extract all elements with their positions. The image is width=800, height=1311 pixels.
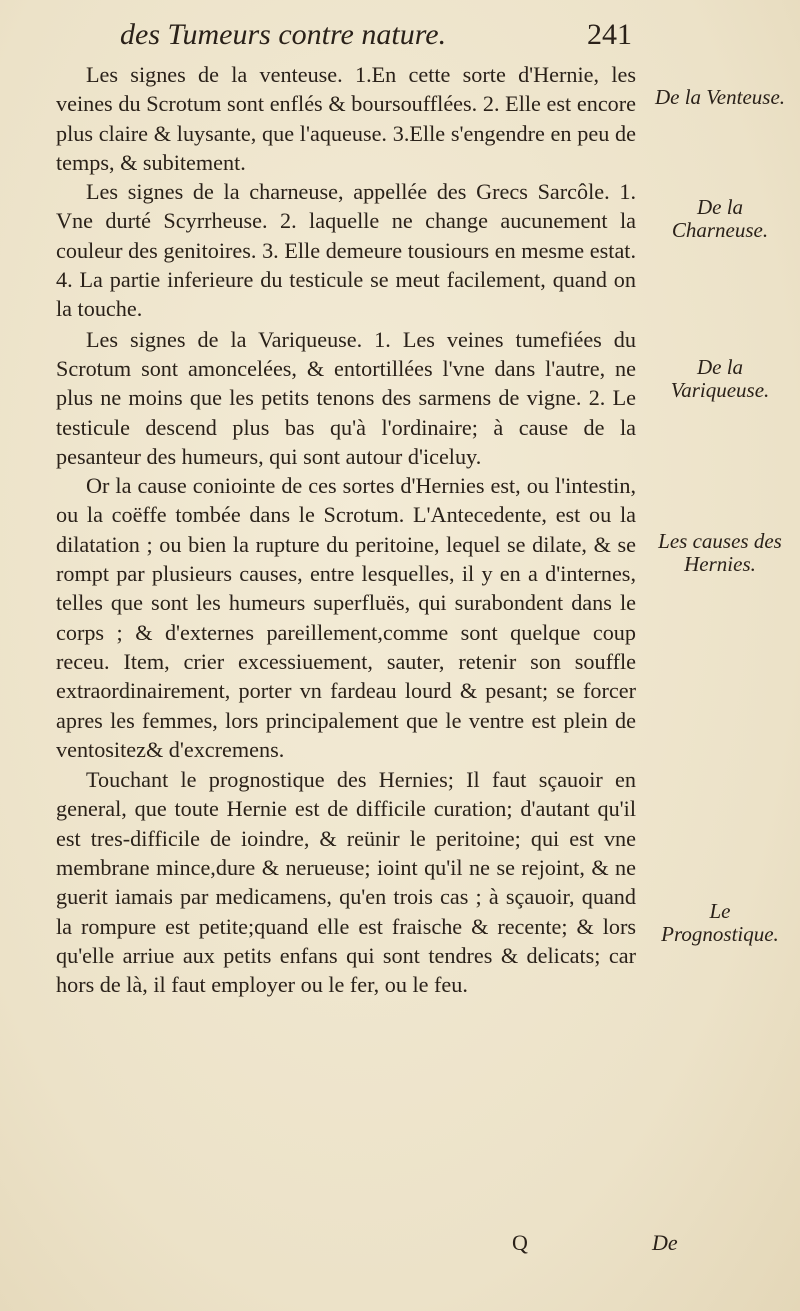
running-title: des Tumeurs contre nature. bbox=[120, 18, 447, 51]
page-number: 241 bbox=[587, 18, 632, 51]
page-header bbox=[120, 18, 640, 52]
paragraph-variqueuse-signs: Les signes de la Variqueuse. 1. Les veines tumefiées du Scrotum sont amoncelées, & entortillées l'vne dans l'autre, ne plus ne moins que les petits tenons des sarmens de vigne. 2. Le testicule descend plus bas qu'à l'ordinaire; à cause de la pesanteur des humeurs, qui sont autour d'iceluy. bbox=[56, 326, 636, 469]
paragraph-charneuse-signs: Les signes de la charneuse, appellée des Grecs Sarcôle. 1. Vne durté Scyrrheuse. 2. laquelle ne change aucunement la couleur des genitoires. 3. Elle demeure tousiours en mesme estat. 4. La partie inferieure du testicule se meut facilement, quand on la touche. bbox=[56, 179, 636, 322]
margin-note-charneuse: De la Charneuse. bbox=[671, 195, 769, 242]
margin-note-causes: Les causes des Hernies. bbox=[658, 529, 782, 576]
paragraph-prognosis: Touchant le prognostique des Hernies; Il faut sçauoir en general, que toute Hernie est de difficile curation; d'autant qu'il est tres-difficile de ioindre, & reünir le peritoine; qui est vne membrane mince,dure & nerueuse; ioint qu'il ne se rejoint, & ne guerit iamais par medicamens, qu'en trois cas ; à sçauoir, quand la rompure est petite;quand elle est fraische & recente; & lors qu'elle arriue aux petits enfans qui sont tendres & delicats; car hors de là, il faut employer ou le fer, ou le feu. bbox=[56, 767, 636, 998]
margin-note-venteuse: De la Venteuse. bbox=[654, 85, 786, 109]
catchword: De bbox=[652, 1230, 678, 1255]
signature-mark: Q bbox=[512, 1230, 528, 1255]
body-text bbox=[56, 60, 636, 1000]
margin-note-variqueuse: De la Variqueuse. bbox=[670, 355, 770, 402]
margin-note-prognostique: Le Prognostique. bbox=[661, 899, 779, 946]
paragraph-venteuse-signs: Les signes de la venteuse. 1.En cette sorte d'Hernie, les veines du Scrotum sont enflés & boursoufflées. 2. Elle est encore plus claire & luysante, que l'aqueuse. 3.Elle s'engendre en peu de temps, & subitement. bbox=[56, 62, 636, 175]
paragraph-hernia-causes: Or la cause coniointe de ces sortes d'Hernies est, ou l'intestin, ou la coëffe tombée dans le Scrotum. L'Antecedente, est ou la dilatation ; ou bien la rupture du peritoine, lequel se dilate, & se rompt par plusieurs causes, entre lesquelles, il y en a d'internes, telles que sont les humeurs superfluës, qui surabondent dans le corps ; & d'externes pareillement,comme sont quelque coup receu. Item, crier excessiuement, sauter, retenir son souffle extraordinairement, porter vn fardeau lourd & pesant; se forcer apres les femmes, lors principalement que le ventre est plein de ventositez& d'excremens. bbox=[56, 473, 636, 762]
